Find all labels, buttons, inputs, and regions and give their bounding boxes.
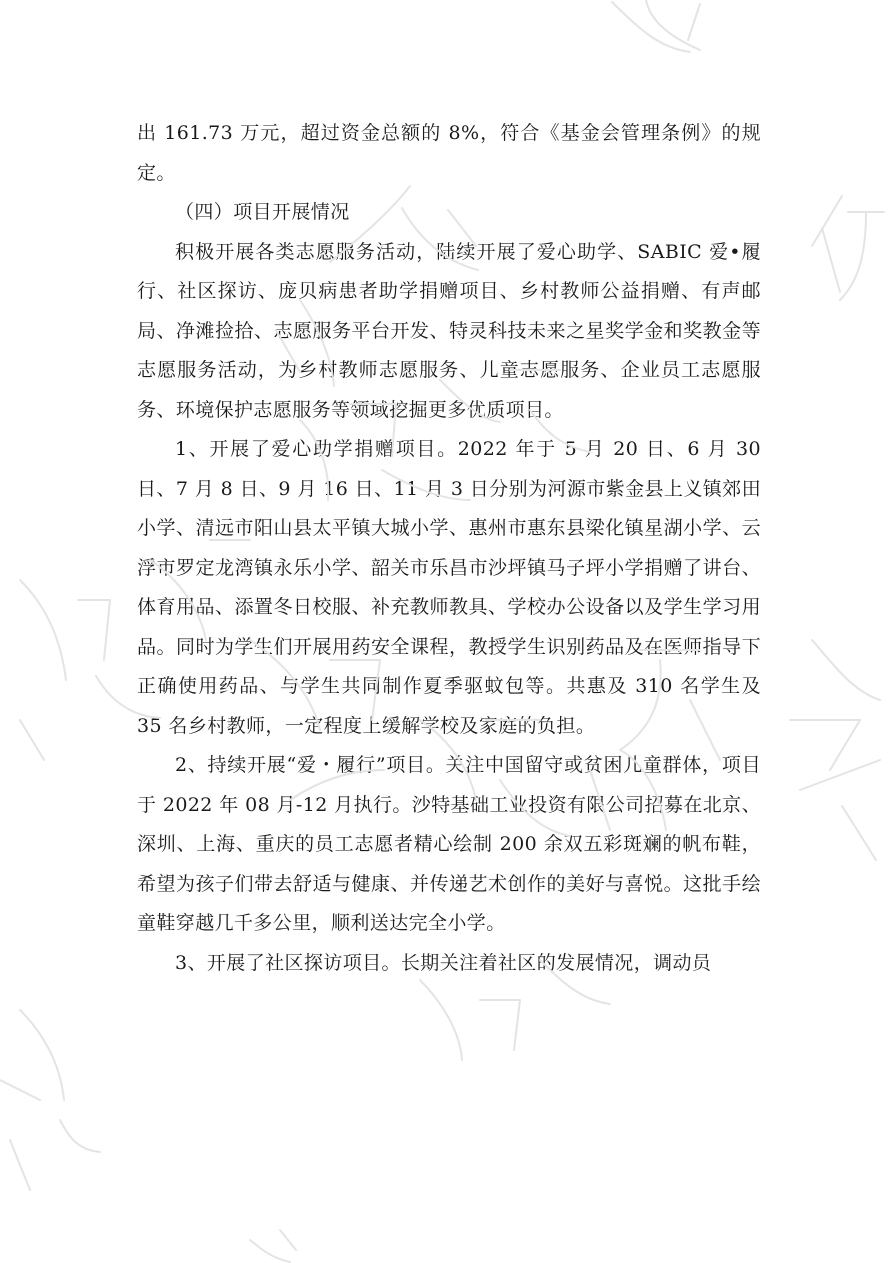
paragraph-item-2: 2、持续开展“爱・履行”项目。关注中国留守或贫困儿童群体，项目于 2022 年 08 月-12 月执行。沙特基础工业投资有限公司招募在北京、深圳、上海、重庆的员工志愿者精心绘制 200 余双五彩斑斓的帆布鞋，希望为孩子们带去舒适与健康、并传递艺术创作的美好与喜悦。这批手绘童鞋穿越几千多公里，顺利送达完全小学。 bbox=[137, 754, 761, 934]
watermark-stroke bbox=[280, 1230, 296, 1250]
watermark-stroke bbox=[480, 1000, 520, 1050]
watermark-stroke bbox=[20, 580, 66, 680]
watermark-stroke bbox=[20, 720, 44, 760]
paragraph-item-3: 3、开展了社区探访项目。长期关注着社区的发展情况，调动员 bbox=[175, 951, 712, 974]
watermark-stroke bbox=[10, 1140, 30, 1190]
document-body bbox=[137, 114, 761, 983]
watermark-stroke bbox=[688, 4, 700, 40]
watermark-stroke bbox=[800, 760, 880, 790]
watermark-stroke bbox=[20, 1010, 64, 1100]
watermark-stroke bbox=[0, 1080, 40, 1100]
section-heading: （四）项目开展情况 bbox=[175, 201, 350, 223]
watermark-stroke bbox=[812, 196, 842, 246]
watermark-stroke bbox=[812, 640, 880, 700]
watermark-stroke bbox=[420, 980, 462, 1060]
paragraph-item-1: 1、开展了爱心助学捐赠项目。2022 年于 5 月 20 日、6 月 30 日、7 月 8 日、9 月 16 日、11 月 3 日分别为河源市紫金县上义镇郊田小学、清远市阳山县太平镇大城小学、惠州市惠东县梁化镇星湖小学、云浮市罗定龙湾镇永乐小学、韶关市乐昌市沙坪镇马子坪小学捐赠了讲台、体育用品、添置冬日校服、补充教师教具、学校办公设备以及学生学习用品。同时为学生们开展用药安全课程，教授学生识别药品及在医师指导下正确使用药品、与学生共同制作夏季驱蚊包等。共惠及 310 名学生及 35 名乡村教师，一定程度上缓解学校及家庭的负担。 bbox=[137, 438, 761, 737]
watermark-stroke bbox=[822, 228, 840, 292]
paragraph-funds-compliance: 出 161.73 万元，超过资金总额的 8%，符合《基金会管理条例》的规定。 bbox=[137, 122, 761, 184]
watermark-stroke bbox=[60, 1120, 100, 1152]
watermark-stroke bbox=[646, 0, 700, 50]
paragraph-overview: 积极开展各类志愿服务活动，陆续开展了爱心助学、SABIC 爱•履行、社区探访、庞贝病患者助学捐赠项目、乡村教师公益捐赠、有声邮局、净滩捡拾、志愿服务平台开发、特灵科技未来之星奖学金和奖教金等志愿服务活动，为乡村教师志愿服务、儿童志愿服务、企业员工志愿服务、环境保护志愿服务等领域挖掘更多优质项目。 bbox=[137, 240, 761, 421]
watermark-stroke bbox=[842, 806, 876, 860]
watermark-stroke bbox=[78, 600, 110, 660]
watermark-stroke bbox=[250, 1240, 290, 1262]
watermark-stroke bbox=[840, 212, 866, 300]
watermark-stroke bbox=[612, 2, 690, 52]
watermark-stroke bbox=[790, 720, 860, 770]
